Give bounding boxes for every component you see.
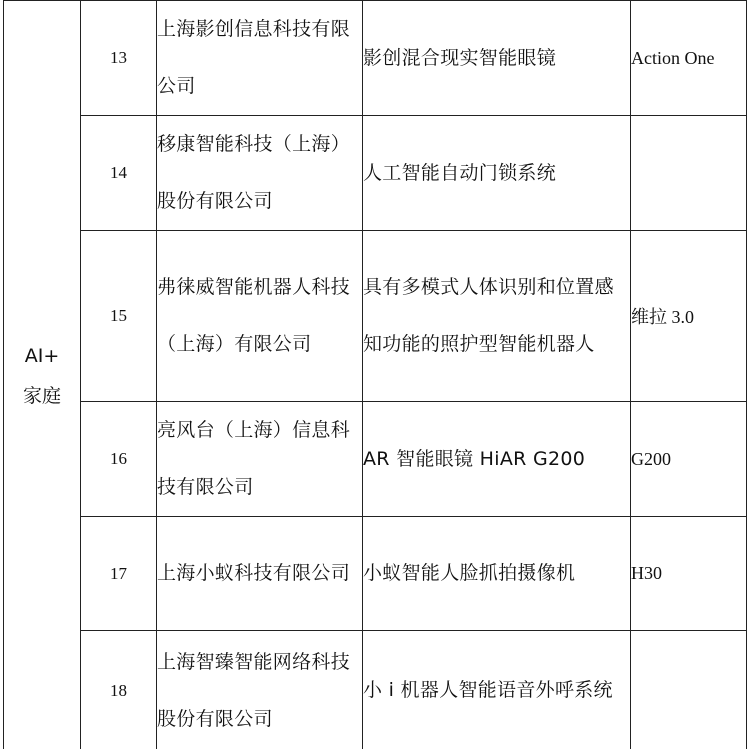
product-name: AR 智能眼镜 HiAR G200 bbox=[363, 402, 631, 517]
product-name: 小蚁智能人脸抓拍摄像机 bbox=[363, 517, 631, 631]
category-cell bbox=[4, 1, 81, 749]
product-name: 小 i 机器人智能语音外呼系统 bbox=[363, 631, 631, 749]
table-row bbox=[4, 116, 747, 231]
product-table bbox=[3, 0, 747, 749]
category-label-line1: AI+ bbox=[24, 344, 60, 367]
row-number: 14 bbox=[81, 116, 157, 231]
product-model bbox=[631, 631, 747, 749]
product-model: H30 bbox=[631, 517, 747, 631]
table-row bbox=[4, 517, 747, 631]
table-row bbox=[4, 1, 747, 116]
product-name: 影创混合现实智能眼镜 bbox=[363, 1, 631, 116]
company-name: 上海影创信息科技有限公司 bbox=[157, 1, 363, 116]
row-number: 17 bbox=[81, 517, 157, 631]
company-name: 移康智能科技（上海）股份有限公司 bbox=[157, 116, 363, 231]
company-name: 上海智臻智能网络科技股份有限公司 bbox=[157, 631, 363, 749]
product-name: 具有多模式人体识别和位置感知功能的照护型智能机器人 bbox=[363, 231, 631, 402]
company-name: 上海小蚁科技有限公司 bbox=[157, 517, 363, 631]
row-number: 18 bbox=[81, 631, 157, 749]
table-row bbox=[4, 231, 747, 402]
product-model bbox=[631, 116, 747, 231]
product-model: Action One bbox=[631, 1, 747, 116]
table-row bbox=[4, 631, 747, 749]
product-model: 维拉 3.0 bbox=[631, 231, 747, 402]
row-number: 15 bbox=[81, 231, 157, 402]
company-name: 亮风台（上海）信息科技有限公司 bbox=[157, 402, 363, 517]
category-label-line2: 家庭 bbox=[22, 384, 61, 407]
table-row bbox=[4, 402, 747, 517]
row-number: 16 bbox=[81, 402, 157, 517]
product-name: 人工智能自动门锁系统 bbox=[363, 116, 631, 231]
company-name: 弗徕威智能机器人科技（上海）有限公司 bbox=[157, 231, 363, 402]
row-number: 13 bbox=[81, 1, 157, 116]
product-model: G200 bbox=[631, 402, 747, 517]
